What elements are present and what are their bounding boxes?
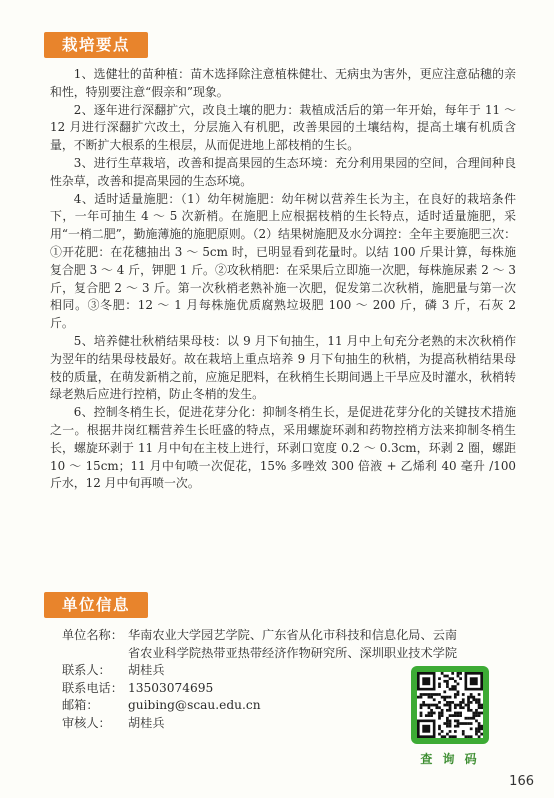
info-value: 华南农业大学园艺学院、广东省从化市科技和信息化局、云南省农业科学院热带亚热带经济作物研究所、深圳职业技术学院: [128, 628, 458, 660]
info-label: 单位名称：: [62, 628, 123, 642]
paragraph: 2、逐年进行深翻扩穴，改良土壤的肥力：栽植成活后的第一年开始，每年于 11 ～ 12 月进行深翻扩穴改土，分层施入有机肥，改善果园的土壤结构，提高土壤有机质含量，不断扩大根系的生根层，从而促进地上部枝梢的生长。: [50, 102, 516, 153]
paragraph: 6、控制冬梢生长，促进花芽分化：抑制冬梢生长，是促进花芽分化的关键技术措施之一。根据井岗红糯营养生长旺盛的特点，采用螺旋环剥和药物控梢方法来抑制冬梢生长，螺旋环剥于 11 月中旬在主枝上进行，环剥口宽度 0.2 ～ 0.3cm，环剥 2 圈，螺距 10 ～ 15cm；11 月中旬喷一次促花，15% 多唑效 300 倍液 + 乙烯利 40 毫升 /100 斤水，12 月中旬再喷一次。: [50, 405, 516, 491]
info-value: guibing@scau.edu.cn: [128, 698, 261, 713]
info-value: 胡桂兵: [128, 663, 165, 678]
qr-code-pattern: [417, 672, 483, 738]
paragraph: 1、选健壮的苗种植：苗木选择除注意植株健壮、无病虫为害外，更应注意砧穗的亲和性，特别要注意“假亲和”现象。: [50, 67, 516, 99]
info-value: 胡桂兵: [128, 715, 165, 730]
info-label: 审核人：: [62, 715, 111, 730]
paragraph: 3、进行生草栽培，改善和提高果园的生态环境：充分利用果园的空间，合理间种良性杂草，改善和提高果园的生态环境。: [50, 155, 516, 188]
info-label: 邮箱：: [62, 698, 99, 713]
info-label: 联系电话：: [62, 680, 123, 695]
cultivation-text: [50, 66, 516, 493]
paragraph: 4、适时适量施肥：（1）幼年树施肥：幼年树以营养生长为主，在良好的栽培条件下，一年可抽生 4 ～ 5 次新梢。在施肥上应根据枝梢的生长特点，适时适量施肥，采用“一梢二肥”，勤施薄施的施肥原则。（2）结果树施肥及水分调控：全年主要施肥三次：①开花肥：在花穗抽出 3 ～ 5cm 时，已明显看到花量时。以结 100 斤果计算，每株施复合肥 3 ～ 4 斤，钾肥 1 斤。②攻秋梢肥：在采果后立即施一次肥，每株施尿素 2 ～ 3 斤，复合肥 2 ～ 3 斤。第一次秋梢老熟补施一次肥，促发第二次秋梢，施肥量与第一次相同。③冬肥：12 ～ 1 月每株施优质腐熟垃圾肥 100 ～ 200 斤，磷 3 斤，石灰 2 斤。: [50, 191, 516, 331]
info-row-unit: [62, 627, 512, 662]
page-number: 166: [509, 774, 534, 789]
paragraph: 5、培养健壮秋梢结果母枝：以 9 月下旬抽生，11 月中上旬充分老熟的末次秋梢作为翌年的结果母枝最好。故在栽培上重点培养 9 月下旬抽生的秋梢，为提高秋梢结果母枝的质量，在萌发新梢之前，应施足肥料，在秋梢生长期间遇上干旱应及时灌水，秋梢转绿老熟后应进行控梢，防止冬梢的发生。: [50, 333, 516, 402]
qr-code[interactable]: [411, 666, 489, 744]
section-title-unit-info: 单位信息: [44, 592, 148, 618]
qr-code-icon: [417, 672, 483, 738]
info-value: 13503074695: [128, 680, 214, 695]
qr-caption: 查 询 码: [420, 752, 480, 766]
section-title-cultivation: 栽培要点: [44, 32, 148, 58]
info-label: 联系人：: [62, 663, 111, 678]
